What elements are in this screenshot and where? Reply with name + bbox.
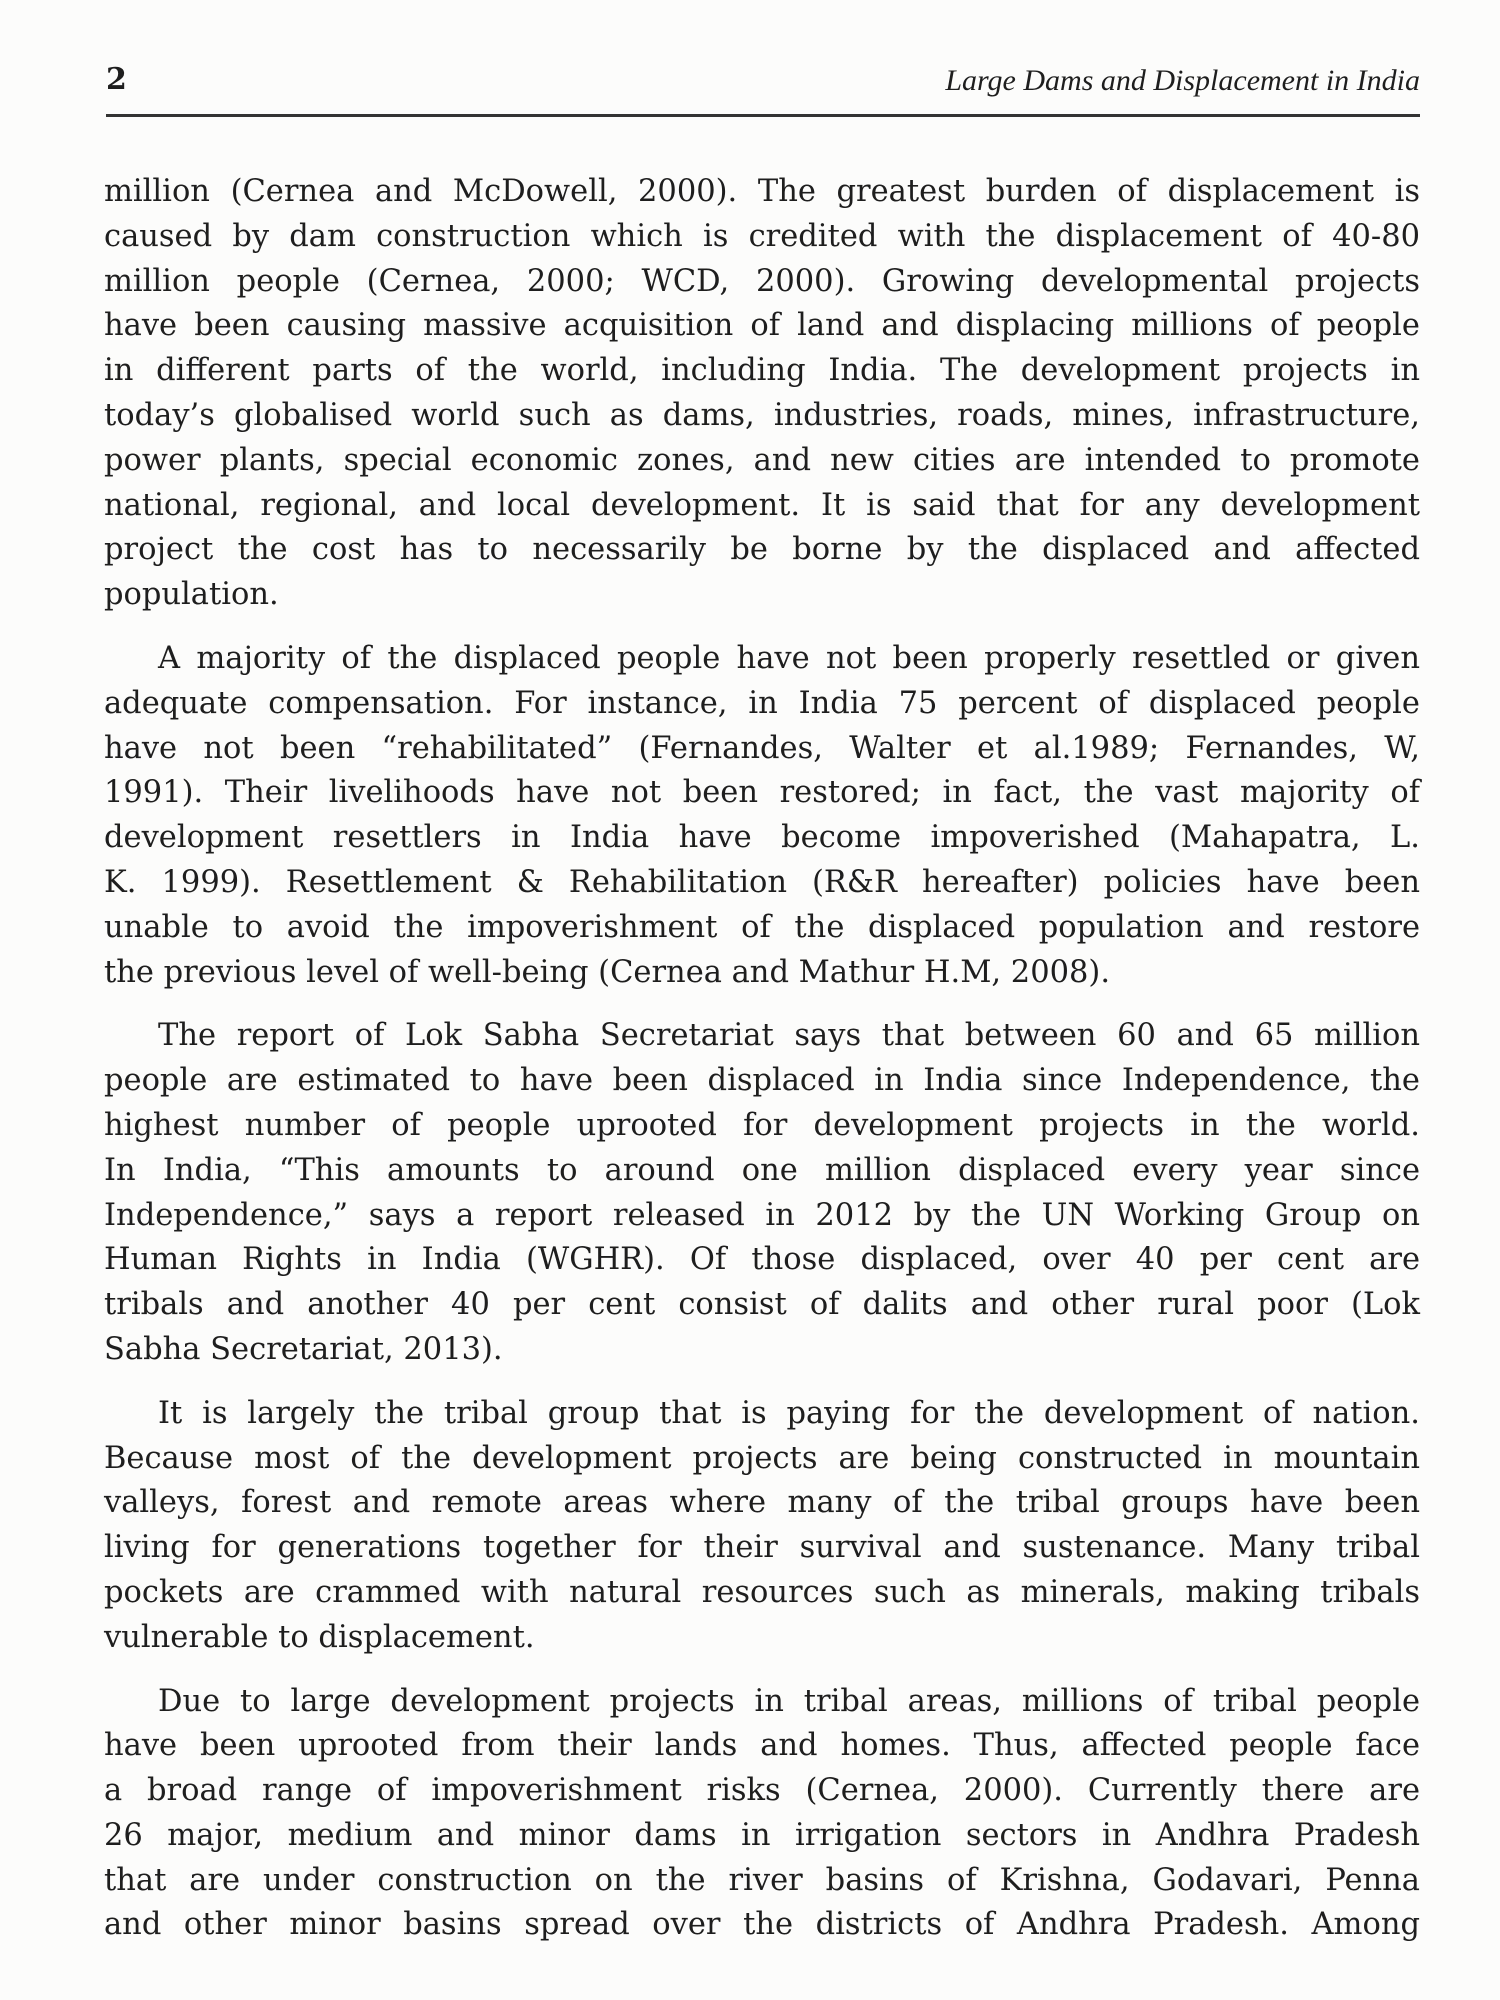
text-line: tribals and another 40 per cent consist of dalits and other rural poor (Lok [104,1287,1420,1323]
text-line: and other minor basins spread over the districts of Andhra Pradesh. Among [104,1907,1420,1943]
text-line: national, regional, and local development. It is said that for any development [104,487,1420,523]
text-line: vulnerable to displacement. [104,1619,535,1655]
text-line: caused by dam construction which is credited with the displacement of 40-80 [104,218,1420,254]
running-title: Large Dams and Displacement in India [945,64,1420,97]
text-line: pockets are crammed with natural resources such as minerals, making tribals [104,1574,1420,1610]
text-line: development resettlers in India have become impoverished (Mahapatra, L. [104,820,1420,856]
text-line: valleys, forest and remote areas where many of the tribal groups have been [104,1485,1420,1521]
text-line: 1991). Their livelihoods have not been restored; in fact, the vast majority of [104,775,1420,811]
paragraph [104,170,1420,618]
text-line: that are under construction on the river basins of Krishna, Godavari, Penna [104,1862,1420,1898]
text-line: population. [104,577,279,613]
text-line: Sabha Secretariat, 2013). [104,1331,503,1367]
text-line: have been causing massive acquisition of land and displacing millions of people [104,308,1420,344]
paragraph [104,637,1420,995]
text-line: In India, “This amounts to around one million displaced every year since [104,1152,1420,1188]
paragraph [104,1680,1420,1949]
text-line: Human Rights in India (WGHR). Of those displaced, over 40 per cent are [104,1242,1420,1278]
text-line: 26 major, medium and minor dams in irrigation sectors in Andhra Pradesh [104,1817,1420,1853]
text-line: project the cost has to necessarily be borne by the displaced and affected [104,532,1420,568]
body-text [104,170,1420,1967]
text-line: have not been “rehabilitated” (Fernandes, Walter et al.1989; Fernandes, W, [104,730,1420,766]
text-line: K. 1999). Resettlement & Rehabilitation (R&R hereafter) policies have been [104,864,1420,900]
text-line: unable to avoid the impoverishment of the displaced population and restore [104,909,1420,945]
paragraph [104,1392,1420,1661]
text-line: It is largely the tribal group that is paying for the development of nation. [158,1395,1420,1431]
paragraph [104,1014,1420,1372]
text-line: Independence,” says a report released in 2012 by the UN Working Group on [104,1197,1420,1233]
text-line: million people (Cernea, 2000; WCD, 2000). Growing developmental projects [104,263,1420,299]
text-line: A majority of the displaced people have not been properly resettled or given [158,640,1420,676]
text-line: million (Cernea and McDowell, 2000). The greatest burden of displacement is [104,174,1420,209]
text-line: adequate compensation. For instance, in India 75 percent of displaced people [104,685,1420,721]
running-header [106,62,1420,117]
text-line: in different parts of the world, including India. The development projects in [104,353,1420,389]
text-line: a broad range of impoverishment risks (Cernea, 2000). Currently there are [104,1773,1420,1809]
text-line: today’s globalised world such as dams, industries, roads, mines, infrastructure, [104,397,1420,433]
text-line: living for generations together for their survival and sustenance. Many tribal [104,1530,1420,1566]
text-line: the previous level of well-being (Cernea and Mathur H.M, 2008). [104,954,1111,990]
text-line: power plants, special economic zones, and new cities are intended to promote [104,442,1420,478]
text-line: Due to large development projects in tribal areas, millions of tribal people [158,1683,1420,1719]
text-line: highest number of people uprooted for development projects in the world. [104,1107,1420,1143]
text-line: have been uprooted from their lands and homes. Thus, affected people face [104,1728,1420,1764]
text-line: The report of Lok Sabha Secretariat says that between 60 and 65 million [158,1018,1420,1054]
text-line: people are estimated to have been displaced in India since Independence, the [104,1063,1420,1099]
text-line: Because most of the development projects are being constructed in mountain [104,1440,1420,1476]
page-number: 2 [106,62,127,97]
